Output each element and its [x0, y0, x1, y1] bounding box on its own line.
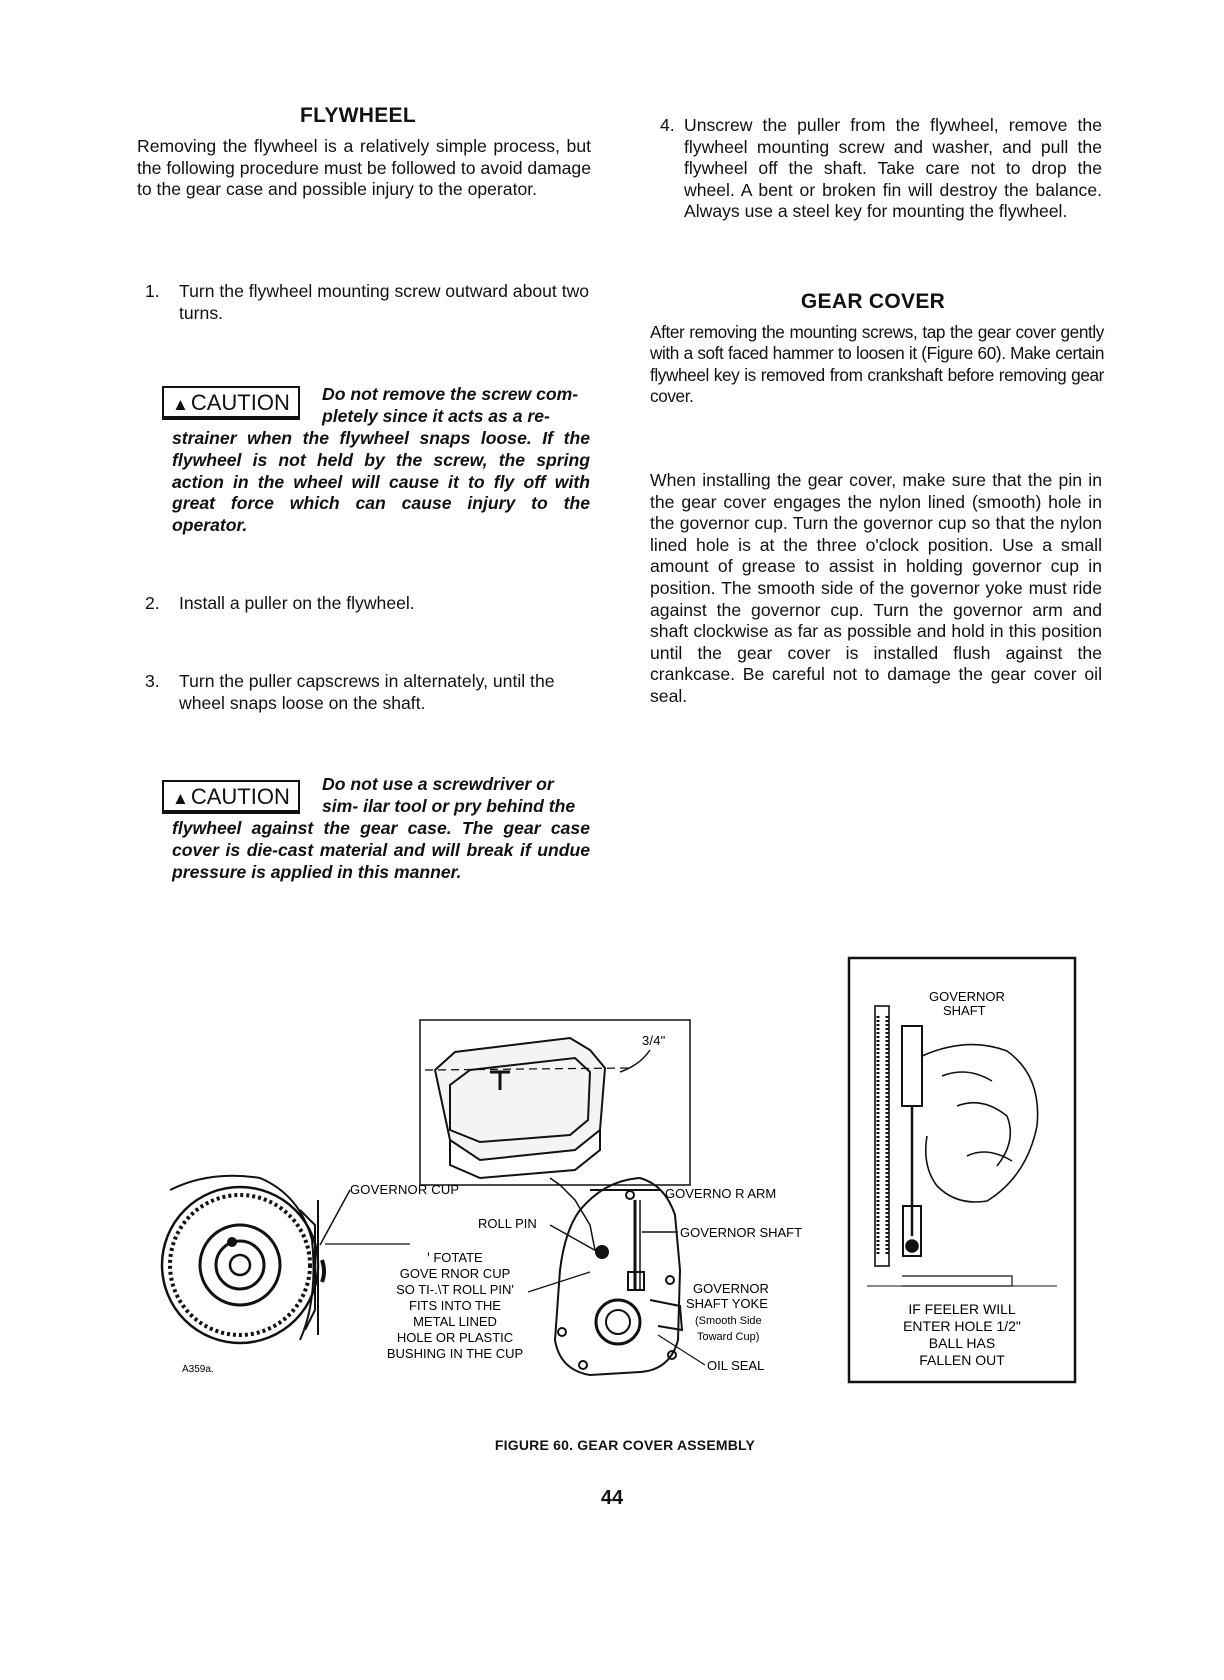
svg-text:Toward Cup): Toward Cup): [697, 1331, 760, 1343]
step-2-number: 2.: [145, 593, 160, 613]
rotate-note-line: ꞌ FOTATE: [427, 1250, 483, 1265]
step-1-number: 1.: [145, 281, 160, 301]
caution-badge-1: [162, 386, 300, 420]
label-governor-shaft-yoke: [686, 1281, 769, 1311]
step-3-text: Turn the puller capscrews in alternately, until the wheel snaps loose on the shaft.: [179, 671, 555, 713]
rotate-note-line: FITS INTO THE: [409, 1298, 501, 1313]
inset-caption: [903, 1301, 1021, 1368]
label-roll-pin: ROLL PIN: [478, 1216, 537, 1231]
step-1-text: Turn the flywheel mounting screw outward about two turns.: [179, 281, 590, 323]
gear-cover-heading: GEAR COVER: [800, 290, 946, 313]
rotate-note: [387, 1250, 523, 1361]
step-3: [145, 671, 591, 714]
gear-cover-assembly-figure: [150, 1010, 840, 1400]
warning-triangle-icon: ▲: [172, 789, 189, 808]
gear-cover-para-1: After removing the mounting screws, tap the gear cover gently with a soft faced hammer to loosen it (Figure 60). Make certain flywheel key is removed from crankshaft before removing gear cover.: [650, 322, 1104, 407]
step-3-number: 3.: [145, 671, 160, 691]
warning-triangle-icon: ▲: [172, 395, 189, 414]
feeler-hand-drawing: [867, 1006, 1057, 1286]
label-oil-seal: OIL SEAL: [707, 1358, 765, 1373]
step-4: [650, 115, 1102, 223]
step-2: [145, 593, 591, 615]
caution-1-lead: Do not remove the screw com- pletely since it acts as a re-: [322, 384, 579, 426]
step-1: [145, 281, 591, 324]
governor-gear-drawing: [162, 1176, 324, 1343]
figure-caption: FIGURE 60. GEAR COVER ASSEMBLY: [494, 1437, 756, 1453]
caution-label-1: CAUTION: [190, 390, 290, 415]
caution-label-2: CAUTION: [190, 784, 290, 809]
svg-text:(Smooth Side: (Smooth Side: [695, 1315, 762, 1327]
svg-text:ENTER HOLE 1/2": ENTER HOLE 1/2": [903, 1318, 1021, 1334]
inset-title: [929, 989, 1005, 1018]
svg-text:GOVERNOR: GOVERNOR: [693, 1281, 769, 1296]
yoke-note: [695, 1315, 762, 1343]
svg-text:BALL HAS: BALL HAS: [928, 1335, 996, 1351]
label-governor-shaft: GOVERNOR SHAFT: [680, 1225, 803, 1240]
dimension-label: 3/4": [642, 1033, 666, 1048]
rotate-note-line: SO TI-.\T ROLL PIN': [396, 1282, 514, 1297]
flywheel-heading: FLYWHEEL: [300, 104, 416, 127]
page-number: 44: [600, 1487, 624, 1509]
flywheel-intro: Removing the flywheel is a relatively simple process, but the following procedure must be followed to avoid damage to the gear case and possible injury to the operator.: [137, 136, 591, 200]
caution-2-body: flywheel against the gear case. The gear case cover is die-cast material and will break if undue pressure is applied in this manner.: [172, 818, 590, 882]
step-2-text: Install a puller on the flywheel.: [179, 593, 415, 613]
rotate-note-line: GOVE RNOR CUP: [399, 1266, 511, 1281]
caution-2-lead: Do not use a screwdriver or sim- ilar tool or pry behind the: [322, 774, 576, 816]
gear-cover-perspective-drawing: [425, 1038, 650, 1178]
svg-text:SHAFT YOKE: SHAFT YOKE: [686, 1296, 768, 1311]
rotate-note-line: METAL LINED: [413, 1314, 497, 1329]
step-4-text: Unscrew the puller from the flywheel, remove the flywheel mounting screw and washer, and pull the flywheel off the shaft. Take care not to drop the wheel. A bent or broken fin will destroy the balance. Always use a steel key for mounting the flywheel.: [684, 115, 1102, 222]
rotate-note-line: HOLE OR PLASTIC: [396, 1330, 514, 1345]
svg-text:GOVERNOR: GOVERNOR: [929, 989, 1005, 1004]
feeler-gauge-inset: [847, 956, 1077, 1384]
gear-cover-para-2: When installing the gear cover, make sure that the pin in the gear cover engages the nylon lined (smooth) hole in the governor cup. Turn the governor cup so that the nylon lined hole is at the three o'clock position. Use a small amount of grease to assist in holding governor cup in position. The smooth side of the governor yoke must ride against the governor cup. Turn the governor arm and shaft clockwise as far as possible and hold in this position until the gear cover is installed flush against the crankcase. Be careful not to damage the gear cover oil seal.: [650, 470, 1102, 706]
gear-cover-front-drawing: [550, 1178, 682, 1375]
caution-1-body: strainer when the flywheel snaps loose. If the flywheel is not held by the screw, the spring action in the wheel will cause it to fly off with great force which can cause injury to the operator.: [172, 428, 590, 536]
rotate-note-line: BUSHING IN THE CUP: [386, 1346, 524, 1361]
art-code: A359a.: [182, 1364, 214, 1375]
label-governor-arm: GOVERNO R ARM: [665, 1186, 777, 1201]
step-4-number: 4.: [660, 115, 675, 135]
caution-badge-2: [162, 780, 300, 814]
label-governor-cup: GOVERNOR CUP: [350, 1182, 460, 1197]
svg-text:SHAFT: SHAFT: [943, 1003, 986, 1018]
svg-text:IF FEELER WILL: IF FEELER WILL: [908, 1301, 1016, 1317]
svg-text:FALLEN OUT: FALLEN OUT: [919, 1352, 1005, 1368]
